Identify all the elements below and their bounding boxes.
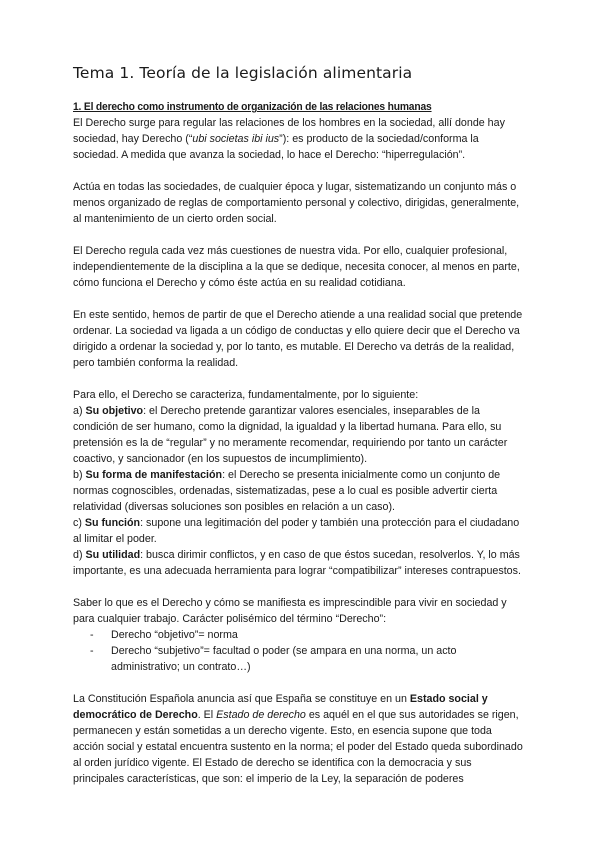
section-heading: 1. El derecho como instrumento de organización de las relaciones humanas [73, 101, 432, 113]
item-text: : supone una legitimación del poder y también una protección para el ciudadano al limitar el poder. [73, 517, 520, 545]
characteristic-item [73, 515, 523, 547]
paragraph-2: Actúa en todas las sociedades, de cualquier época y lugar, sistematizando un conjunto más o menos organizado de reglas de comportamiento personal y colectivo, dirigidas, generalmente, al mantenimiento de un cierto orden social. [73, 181, 520, 225]
characteristic-item [73, 547, 523, 579]
item-text: : el Derecho pretende garantizar valores esenciales, inseparables de la condición de ser humano, como la dignidad, la igualdad y la libertad humana. Para ello, su pretensión es la de “regular” y no meramente recomendar, requiriendo por tanto un carácter coactivo, y sancionador (en los supuestos de incumplimiento). [73, 405, 508, 465]
characteristics-list [73, 387, 523, 579]
item-text: : busca dirimir conflictos, y en caso de que éstos sucedan, resolverlos. Y, lo más importante, es una adecuada herramienta para lograr “compatibilizar” intereses contrapuestos. [73, 549, 521, 577]
paragraph-6-text-a: La Constitución Española anuncia así que España se constituye en un [73, 693, 410, 705]
list-item-text: Derecho “subjetivo”= facultad o poder (se ampara en una norma, un acto administrativo; un contrato…) [111, 645, 457, 673]
paragraph-6-text-b: . El [197, 709, 217, 721]
dash-bullet: - [90, 629, 94, 641]
paragraph-1-text-b: ”): es producto de la sociedad/conforma la sociedad. A medida que avanza la sociedad, lo hace el Derecho: “hiperregulación”. [73, 133, 479, 161]
paragraph-6 [73, 691, 523, 787]
dash-bullet: - [90, 645, 94, 657]
document-title: Tema 1. Teoría de la legislación alimentaria [73, 64, 413, 82]
characteristic-item [73, 403, 523, 467]
estado-social-term: Estado social y democrático de Derecho [73, 693, 488, 721]
paragraph-1-text-a: El Derecho surge para regular las relaciones de los hombres en la sociedad, allí donde hay sociedad, hay Derecho (“ [73, 117, 505, 145]
item-prefix: c) [73, 517, 85, 529]
item-prefix: b) [73, 469, 86, 481]
paragraph-5: Saber lo que es el Derecho y cómo se manifiesta es imprescindible para vivir en sociedad y para cualquier trabajo. Carácter polisémico del término “Derecho”: [73, 597, 507, 625]
paragraph-3: El Derecho regula cada vez más cuestiones de nuestra vida. Por ello, cualquier profesional, independientemente de la disciplina a la que se dedique, necesita conocer, al menos en parte, cómo funciona el Derecho y cómo éste actúa en su realidad cotidiana. [73, 245, 520, 289]
characteristics-intro: Para ello, el Derecho se caracteriza, fundamentalmente, por lo siguiente: [73, 389, 419, 401]
item-text: : el Derecho se presenta inicialmente como un conjunto de normas cognoscibles, ordenadas, sistematizadas, pese a lo cual es posible advertir cierta relatividad (diversas soluciones son posibles en relación a un caso). [73, 469, 501, 513]
latin-phrase: ubi societas ibi ius [192, 133, 280, 145]
item-label: Su función [84, 517, 141, 529]
paragraph-1 [73, 115, 523, 163]
list-item [90, 627, 523, 643]
item-label: Su utilidad [85, 549, 141, 561]
paragraph-6-text-c: es aquél en el que sus autoridades se rigen, permanecen y están sometidas a un derecho vigente. Esto, en esencia supone que toda acción social y estatal encuentra sustento en la norma; el poder del Estado queda subordinado al orden jurídico vigente. El Estado de derecho se identifica con la democracia y sus principales características, que son: el imperio de la Ley, la separación de poderes [73, 709, 523, 785]
list-item-text: Derecho “objetivo”= norma [111, 629, 238, 641]
derecho-meanings-list [90, 627, 523, 675]
paragraph-4: En este sentido, hemos de partir de que el Derecho atiende a una realidad social que pretende ordenar. La sociedad va ligada a un código de conductas y ello quiere decir que el Derecho va dirigido a ordenar la sociedad y, por lo tanto, es mutable. El Derecho va detrás de la realidad, pero también conforma la realidad. [73, 309, 523, 369]
item-prefix: a) [73, 405, 86, 417]
item-label: Su objetivo [85, 405, 144, 417]
list-item [90, 643, 523, 675]
estado-derecho-term: Estado de derecho [216, 709, 306, 721]
item-label: Su forma de manifestación [85, 469, 223, 481]
characteristic-item [73, 467, 523, 515]
document-page [73, 64, 523, 803]
item-prefix: d) [73, 549, 86, 561]
